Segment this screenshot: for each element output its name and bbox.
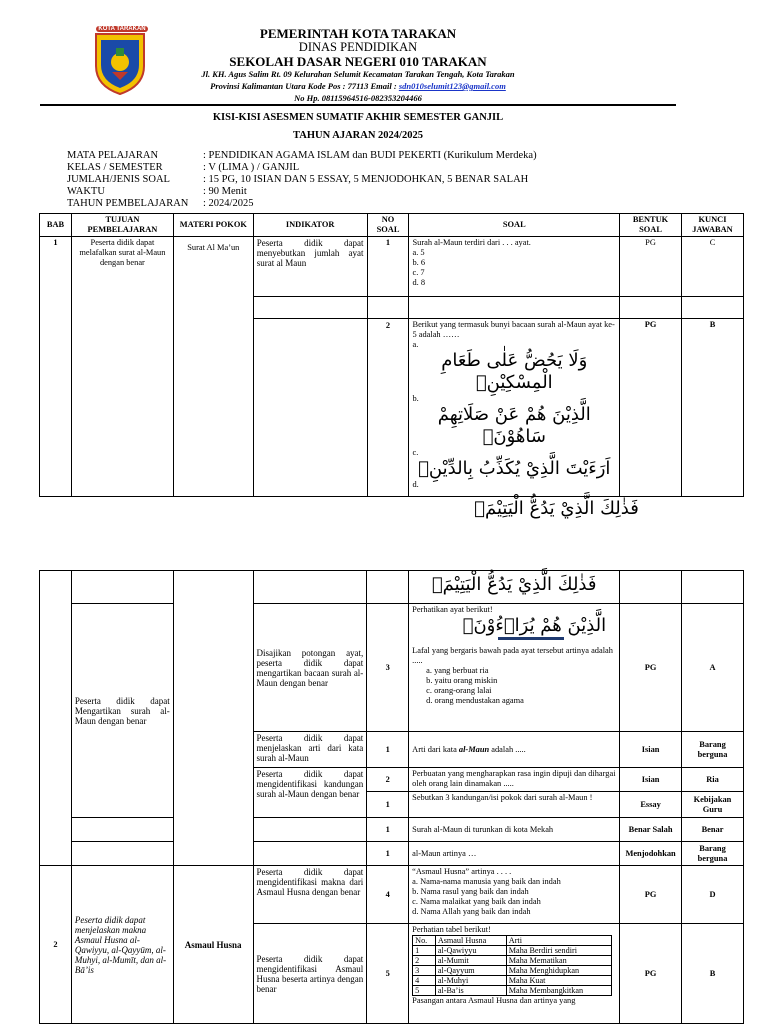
cell-kunci: C <box>681 237 743 297</box>
cell-no: 2 <box>367 768 409 792</box>
cell-soal <box>409 866 620 924</box>
cell-no: 2 <box>367 319 409 497</box>
cell-bentuk: PG <box>620 604 682 732</box>
cell-no: 1 <box>367 732 409 768</box>
header-soal: SOAL <box>409 214 620 237</box>
cell-materi: Asmaul Husna <box>173 866 253 1024</box>
cell-soal: Sebutkan 3 kandungan/isi pokok dari surah al-Maun ! <box>409 792 620 818</box>
arabic-option-d-overflow: فَذٰلِكَ الَّذِيْ يَدُعُّ الْيَتِيْمَۙ <box>474 498 639 519</box>
inner-cell: Maha Berdiri sendiri <box>506 946 611 956</box>
table-row <box>40 604 744 732</box>
cell-kunci: B <box>681 319 743 497</box>
arabic-option-a: وَلَا يَحُضُّ عَلٰى طَعَامِ الْمِسْكِيْنِۗ <box>441 350 588 393</box>
cell-tujuan <box>71 818 173 842</box>
soal-text-end: adalah ..... <box>489 744 526 754</box>
cell-tujuan <box>71 842 173 866</box>
option-a: a. yang berbuat ria <box>426 666 489 675</box>
cell-bab: 1 <box>40 237 72 497</box>
cell-bentuk <box>620 571 682 604</box>
option-c: c. 7 <box>412 268 425 277</box>
cell-indikator <box>253 571 367 604</box>
cell-bentuk: Menjodohkan <box>620 842 682 866</box>
school-logo <box>90 26 150 96</box>
cell-soal: Surah al-Maun di turunkan di kota Mekah <box>409 818 620 842</box>
cell-soal <box>409 732 620 768</box>
cell-indikator <box>253 842 367 866</box>
meta-label: KELAS / SEMESTER <box>67 162 163 173</box>
arabic-verse: الَّذِيْنَ هُمْ يُرَاۤءُوْنَۙ <box>462 615 607 636</box>
cell-no: 1 <box>367 818 409 842</box>
cell-empty <box>681 297 743 319</box>
inner-cell: al-Qayyum <box>435 966 506 976</box>
header-no-soal: NO SOAL <box>367 214 409 237</box>
cell-kunci <box>682 571 744 604</box>
cell-soal: فَذٰلِكَ الَّذِيْ يَدُعُّ الْيَتِيْمَۙ <box>409 571 620 604</box>
inner-cell: al-Mumit <box>435 956 506 966</box>
cell-soal: al-Maun artinya … <box>409 842 620 866</box>
cell-tujuan <box>71 866 173 1024</box>
cell-indikator: Peserta didik dapat menjelaskan arti dari kata surah al-Maun <box>253 732 367 768</box>
kop-province <box>150 81 566 91</box>
cell-bentuk: PG <box>620 924 682 1024</box>
cell-indikator: Peserta didik dapat mengidentifikasi kandungan surah al-Maun dengan benar <box>253 768 367 818</box>
meta-value: : 2024/2025 <box>203 198 254 209</box>
soal-term: al-Maun <box>458 744 490 754</box>
table-header <box>40 214 744 237</box>
kisi-table-page1 <box>39 213 744 497</box>
soal-text: Arti dari kata <box>412 744 459 754</box>
cell-indikator <box>253 319 367 497</box>
cell-indikator <box>253 818 367 842</box>
inner-cell: Maha Menghidupkan <box>506 966 611 976</box>
cell-indikator: Peserta didik dapat mengidentifikasi makna dari Asmaul Husna dengan benar <box>253 866 367 924</box>
cell-kunci: D <box>682 866 744 924</box>
kop-province-text: Provinsi Kalimantan Utara Kode Pos : 77113 Email : <box>210 81 399 91</box>
cell-bentuk: Isian <box>620 732 682 768</box>
cell-soal <box>409 604 620 732</box>
cell-bab: 2 <box>40 866 72 1024</box>
doc-year: TAHUN AJARAN 2024/2025 <box>293 130 423 141</box>
cell-empty <box>367 297 409 319</box>
option-d: d. orang mendustakan agama <box>426 696 524 705</box>
inner-cell: al-Qawiyyu <box>435 946 506 956</box>
soal-text: “Asmaul Husna” artinya . . . . <box>412 867 512 876</box>
cell-bentuk: PG <box>620 237 682 297</box>
header-materi: MATERI POKOK <box>173 214 253 237</box>
inner-cell: Maha Mematikan <box>506 956 611 966</box>
option-c: c. orang-orang lalai <box>426 686 492 695</box>
cell-bentuk: PG <box>620 866 682 924</box>
cell-materi <box>173 571 253 866</box>
meta-label: WAKTU <box>67 186 105 197</box>
kop-school-name: SEKOLAH DASAR NEGERI 010 TARAKAN <box>229 54 487 69</box>
kisi-table-page2 <box>39 570 744 1024</box>
meta-label: TAHUN PEMBELAJARAN <box>67 198 189 209</box>
cell-empty <box>409 297 620 319</box>
cell-bentuk: Essay <box>620 792 682 818</box>
cell-kunci: Ria <box>682 768 744 792</box>
cell-no: 5 <box>367 924 409 1024</box>
underline-mark <box>498 637 564 640</box>
email-link[interactable]: sdn010selumit123@gmail.com <box>398 81 506 91</box>
kop-government: PEMERINTAH KOTA TARAKAN <box>259 26 457 41</box>
inner-header: Arti <box>506 936 611 946</box>
option-d-label: d. <box>412 480 419 489</box>
header-bab: BAB <box>40 214 72 237</box>
cell-materi: Surat Al Ma’un <box>173 237 253 497</box>
cell-no: 3 <box>367 604 409 732</box>
cell-no: 4 <box>367 866 409 924</box>
arabic-option-b: الَّذِيْنَ هُمْ عَنْ صَلَاتِهِمْ سَاهُوْنَۙ <box>437 404 591 447</box>
soal-text: Berikut yang termasuk bunyi bacaan surah al-Maun ayat ke-5 adalah …… <box>412 320 615 339</box>
cell-no: 1 <box>367 237 409 297</box>
kop-divider <box>40 104 676 106</box>
soal-intro: Perhatikan ayat berikut! <box>412 605 493 614</box>
soal-text: Lafal yang bergaris bawah pada ayat tersebut artinya adalah ..... <box>412 646 613 665</box>
cell-no: 1 <box>367 842 409 866</box>
cell-empty <box>620 297 682 319</box>
soal-intro: Perhatian tabel berikut! <box>412 925 491 934</box>
meta-value: : 15 PG, 10 ISIAN DAN 5 ESSAY, 5 MENJODOHKAN, 5 BENAR SALAH <box>203 174 529 185</box>
cell-empty <box>253 297 367 319</box>
cell-soal <box>409 924 620 1024</box>
cell-soal <box>409 237 620 297</box>
kop-phone: No Hp. 08115964516-082353204466 <box>294 93 422 103</box>
table-row <box>40 842 744 866</box>
meta-block <box>67 150 537 210</box>
header-bentuk: BENTUK SOAL <box>620 214 682 237</box>
meta-label: JUMLAH/JENIS SOAL <box>67 174 170 185</box>
option-a: a. Nama-nama manusia yang baik dan indah <box>412 877 561 886</box>
meta-value: : 90 Menit <box>203 186 247 197</box>
soal-text: Pasangan antara Asmaul Husna dan artinya yang <box>412 996 576 1005</box>
cell-bentuk: Benar Salah <box>620 818 682 842</box>
option-b: b. 6 <box>412 258 426 267</box>
cell-indikator: Peserta didik dapat mengidentifikasi Asmaul Husna beserta artinya dengan benar <box>253 924 367 1024</box>
option-a: a. 5 <box>412 248 425 257</box>
cell-indikator: Peserta didik dapat menyebutkan jumlah ayat surat al Maun <box>253 237 367 297</box>
kop-department: DINAS PENDIDIKAN <box>298 40 418 54</box>
meta-value: : PENDIDIKAN AGAMA ISLAM dan BUDI PEKERTI (Kurikulum Merdeka) <box>203 150 537 161</box>
table-row <box>40 818 744 842</box>
cell-bab <box>40 571 72 866</box>
inner-cell: al-Ba’is <box>435 986 506 996</box>
option-b: b. yaitu orang miskin <box>426 676 498 685</box>
header-tujuan: TUJUAN PEMBELAJARAN <box>71 214 173 237</box>
table-row <box>40 571 744 604</box>
option-c-label: c. <box>412 448 419 457</box>
cell-kunci: Barang berguna <box>682 842 744 866</box>
cell-kunci: Benar <box>682 818 744 842</box>
inner-header: Asmaul Husna <box>435 936 506 946</box>
option-d: d. Nama Allah yang baik dan indah <box>412 907 531 916</box>
cell-no: 1 <box>367 792 409 818</box>
cell-tujuan: Peserta didik dapat melafalkan surat al-Maun dengan benar <box>71 237 173 497</box>
inner-cell: 1 <box>413 946 436 956</box>
inner-cell: Maha Membangkitkan <box>506 986 611 996</box>
meta-value: : V (LIMA ) / GANJIL <box>203 162 300 173</box>
kop-address: Jl. KH. Agus Salim Rt. 09 Kelurahan Selumit Kecamatan Tarakan Tengah, Kota Tarakan <box>201 69 515 79</box>
option-d: d. 8 <box>412 278 426 287</box>
tujuan-text: Peserta didik dapat menjelaskan makna Asmaul Husna al-Qawiyyu, al-Qayyūm, al-Muhyi, al-Mumīt, dan al-Bā’is <box>74 914 167 975</box>
header-indikator: INDIKATOR <box>253 214 367 237</box>
cell-tujuan: Peserta didik dapat Mengartikan surah al-Maun dengan benar <box>71 604 173 818</box>
cell-kunci: Barang berguna <box>682 732 744 768</box>
inner-cell: 5 <box>413 986 436 996</box>
option-c: c. Nama malaikat yang baik dan indah <box>412 897 541 906</box>
inner-cell: 3 <box>413 966 436 976</box>
cell-no <box>367 571 409 604</box>
soal-text: Surah al-Maun terdiri dari . . . ayat. <box>412 238 531 247</box>
logo-text: KOTA TARAKAN <box>96 26 148 32</box>
arabic-option-c: اَرَءَيْتَ الَّذِيْ يُكَذِّبُ بِالدِّيْنِۗ <box>418 458 611 479</box>
cell-soal: Perbuatan yang mengharapkan rasa ingin dipuji dan dihargai oleh orang lain dinamakan ..... <box>409 768 620 792</box>
header-kunci: KUNCI JAWABAN <box>681 214 743 237</box>
doc-title: KISI-KISI ASESMEN SUMATIF AKHIR SEMESTER GANJIL <box>212 112 504 123</box>
meta-label: MATA PELAJARAN <box>67 150 159 161</box>
cell-bentuk: Isian <box>620 768 682 792</box>
asmaul-husna-table <box>412 935 612 996</box>
cell-soal <box>409 319 620 497</box>
cell-indikator: Disajikan potongan ayat, peserta didik dapat mengartikan bacaan surah al-Maun dengan benar <box>253 604 367 732</box>
cell-tujuan <box>71 571 173 604</box>
table-row <box>40 237 744 297</box>
option-a-label: a. <box>412 340 419 349</box>
table-row <box>40 866 744 924</box>
option-b-label: b. <box>412 394 419 403</box>
option-b: b. Nama rasul yang baik dan indah <box>412 887 529 896</box>
inner-cell: 2 <box>413 956 436 966</box>
cell-kunci: Kebijakan Guru <box>682 792 744 818</box>
cell-kunci: A <box>682 604 744 732</box>
cell-bentuk: PG <box>620 319 682 497</box>
inner-cell: Maha Kuat <box>506 976 611 986</box>
inner-header: No. <box>413 936 436 946</box>
inner-cell: 4 <box>413 976 436 986</box>
inner-cell: al-Muhyi <box>435 976 506 986</box>
cell-kunci: B <box>682 924 744 1024</box>
